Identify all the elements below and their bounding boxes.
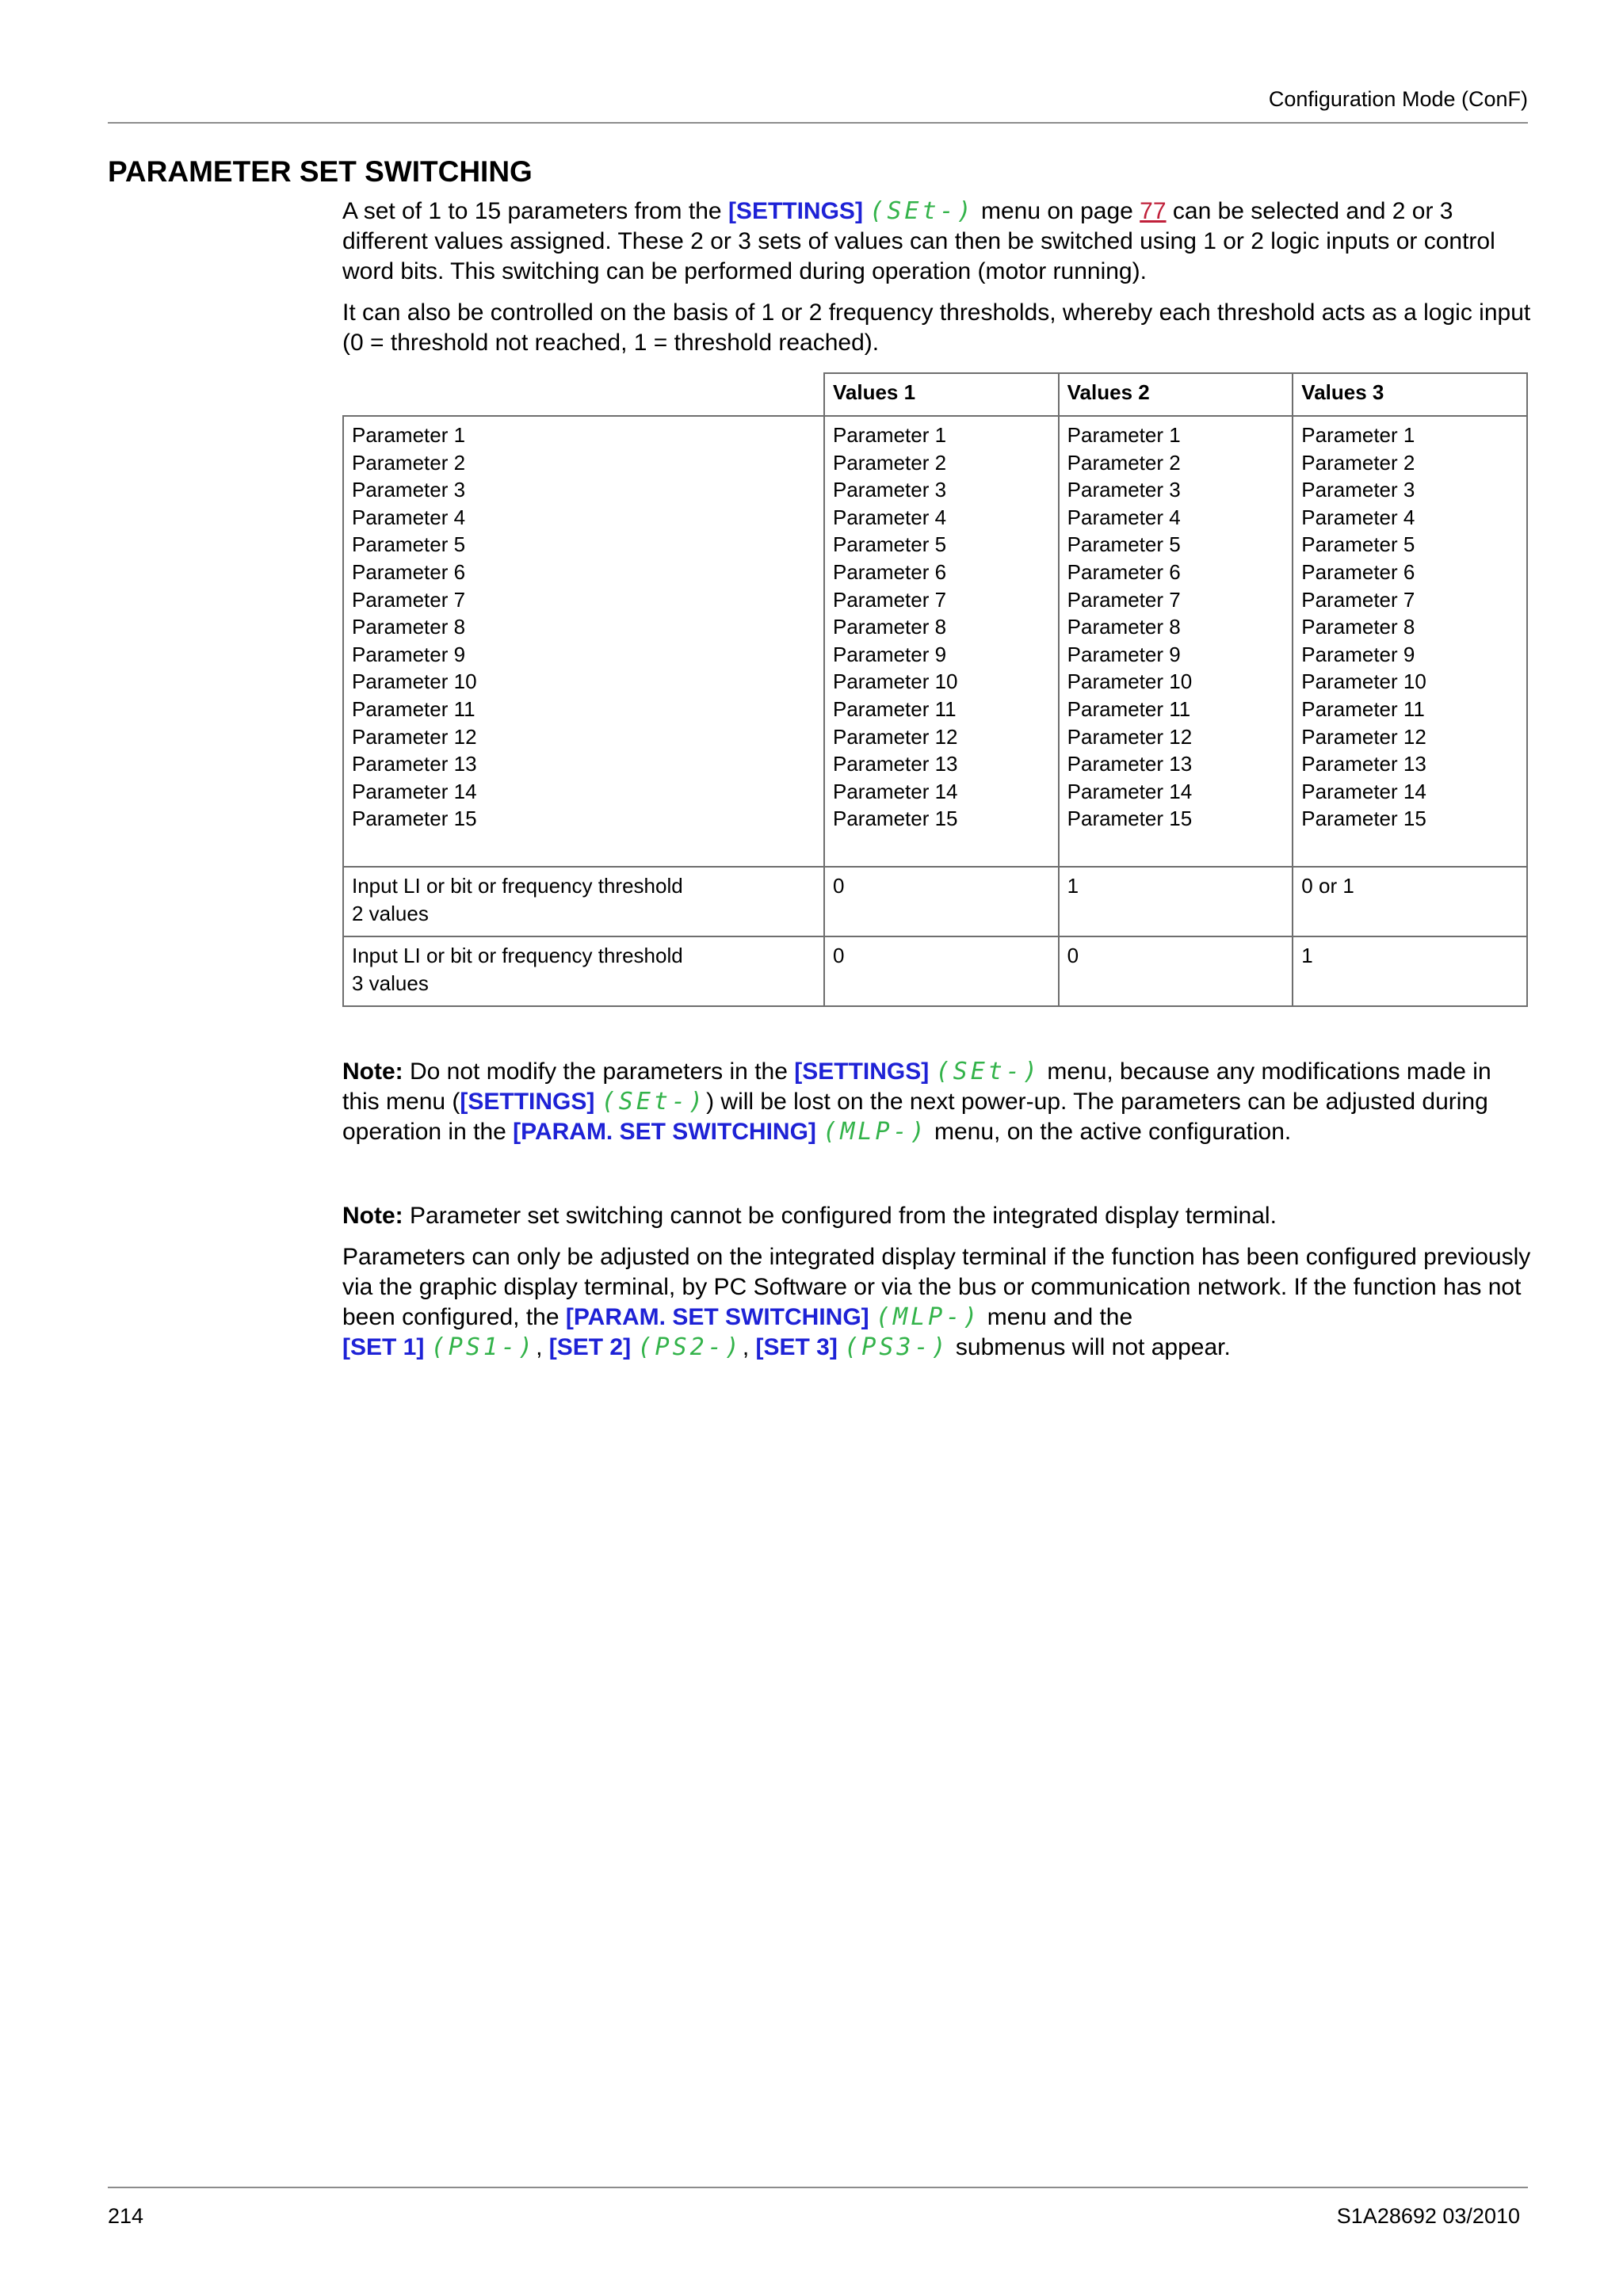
- settings-menu-ref: [SETTINGS]: [794, 1058, 930, 1085]
- parameter-item: Parameter 10: [352, 669, 477, 694]
- table-row-parameters: [343, 416, 1527, 867]
- parameter-item: Parameter 4: [352, 505, 466, 529]
- parameter-item: Parameter 13: [352, 752, 477, 776]
- table-cell: 1: [1059, 867, 1293, 936]
- intro-section: [342, 196, 1531, 358]
- parameter-item: Parameter 8: [352, 615, 466, 639]
- parameter-list: [343, 416, 824, 867]
- parameter-list-values-2: [1059, 416, 1293, 867]
- parameter-item: Parameter 14: [1301, 779, 1426, 803]
- parameter-item: Parameter 6: [832, 559, 947, 584]
- parameter-item: Parameter 9: [1067, 642, 1181, 666]
- parameter-item: Parameter 9: [1301, 642, 1415, 666]
- page-title: PARAMETER SET SWITCHING: [108, 155, 533, 188]
- parameter-item: Parameter 4: [832, 505, 947, 529]
- table-cell: 0 or 1: [1293, 867, 1527, 936]
- param-set-switching-code: (MLP-): [823, 1118, 928, 1146]
- parameter-list-values-3: [1293, 416, 1527, 867]
- settings-menu-code: (SEt-): [601, 1088, 707, 1116]
- parameter-item: Parameter 5: [832, 532, 947, 557]
- parameter-item: Parameter 11: [1067, 696, 1191, 721]
- parameter-item: Parameter 13: [1301, 752, 1426, 776]
- table-header-values-3: Values 3: [1293, 373, 1527, 416]
- note-1: [342, 1057, 1531, 1147]
- table-cell: 0: [1059, 936, 1293, 1006]
- parameter-item: Parameter 2: [1067, 450, 1181, 475]
- text: A set of 1 to 15 parameters from the: [342, 198, 722, 224]
- parameter-item: Parameter 1: [1301, 423, 1415, 447]
- table-row: [343, 867, 1527, 936]
- parameter-item: Parameter 2: [1301, 450, 1415, 475]
- set-1-code: (PS1-): [430, 1333, 537, 1361]
- parameter-item: Parameter 8: [1067, 615, 1181, 639]
- table-cell: 0: [824, 936, 1059, 1006]
- threshold-label: [343, 936, 824, 1006]
- settings-menu-code: (SEt-): [935, 1058, 1041, 1085]
- parameter-item: Parameter 14: [352, 779, 477, 803]
- text: Parameter set switching cannot be configured from the integrated display terminal.: [410, 1203, 1277, 1229]
- table-row: [343, 936, 1527, 1006]
- table-cell: 0: [824, 867, 1059, 936]
- parameter-item: Parameter 10: [1301, 669, 1426, 694]
- threshold-label: [343, 867, 824, 936]
- parameter-item: Parameter 7: [352, 587, 466, 612]
- parameter-item: Parameter 8: [1301, 615, 1415, 639]
- parameter-item: Parameter 13: [1067, 752, 1193, 776]
- parameter-item: Parameter 15: [1067, 807, 1193, 831]
- parameter-item: Parameter 6: [1067, 559, 1181, 584]
- footer-rule: [108, 2187, 1528, 2188]
- set-2-code: (PS2-): [637, 1333, 743, 1361]
- parameter-item: Parameter 13: [832, 752, 958, 776]
- table-header-values-1: Values 1: [824, 373, 1059, 416]
- text: can be selected and 2 or 3 different values assigned. These 2 or 3 sets of values can then be switched using 1 or 2 logic inputs or control word bits. This switching can be performed during operation (motor running).: [342, 198, 1495, 284]
- set-2-ref: [SET 2]: [548, 1334, 632, 1360]
- threshold-label-line-1: Input LI or bit or frequency threshold: [352, 943, 683, 967]
- parameter-item: Parameter 1: [1067, 423, 1181, 447]
- parameter-item: Parameter 14: [832, 779, 958, 803]
- intro-paragraph-1: [342, 196, 1531, 287]
- page-number: 214: [108, 2204, 144, 2228]
- parameter-item: Parameter 12: [352, 724, 477, 749]
- settings-menu-ref: [SETTINGS]: [460, 1089, 595, 1115]
- parameter-values-table: [342, 372, 1528, 1007]
- parameter-item: Parameter 14: [1067, 779, 1193, 803]
- parameter-item: Parameter 11: [352, 696, 475, 721]
- table-header-values-2: Values 2: [1059, 373, 1293, 416]
- text: ) will be lost on the next power-up. The parameters can be adjusted during operation in the: [342, 1089, 1488, 1145]
- note-label: Note:: [342, 1058, 403, 1085]
- parameter-item: Parameter 12: [1301, 724, 1426, 749]
- set-3-ref: [SET 3]: [755, 1334, 838, 1360]
- settings-menu-ref: [SETTINGS]: [727, 198, 863, 224]
- parameter-item: Parameter 11: [1301, 696, 1425, 721]
- header-rule: [108, 122, 1528, 124]
- parameter-item: Parameter 2: [352, 450, 466, 475]
- settings-menu-code: (SEt-): [869, 197, 975, 225]
- parameter-item: Parameter 7: [1301, 587, 1415, 612]
- parameter-item: Parameter 15: [352, 807, 477, 831]
- parameter-item: Parameter 6: [1301, 559, 1415, 584]
- table-header-empty: [343, 373, 824, 416]
- text: Do not modify the parameters in the: [410, 1058, 788, 1085]
- text: submenus will not appear.: [955, 1334, 1231, 1360]
- final-paragraph: Parameters can only be adjusted on the integrated display terminal if the function has been configured previously via the graphic display terminal, by PC Software or via the bus or communication network. If the function has not been configured, the [PARAM. SET SWITCHING] (MLP-) menu and the [SET 1] (PS1-), [SET 2] (PS2-), [SET 3] (PS3-) submenus will not appear.: [342, 1244, 1531, 1361]
- parameter-item: Parameter 5: [352, 532, 466, 557]
- set-1-ref: [SET 1]: [342, 1334, 425, 1360]
- text: menu on page: [981, 198, 1133, 224]
- intro-paragraph-2: It can also be controlled on the basis of 1 or 2 frequency thresholds, whereby each threshold acts as a logic input (0 = threshold not reached, 1 = threshold reached).: [342, 299, 1531, 356]
- parameter-item: Parameter 5: [1067, 532, 1181, 557]
- parameter-item: Parameter 15: [1301, 807, 1426, 831]
- table-cell: 1: [1293, 936, 1527, 1006]
- parameter-list-values-1: [824, 416, 1059, 867]
- page-link[interactable]: 77: [1140, 198, 1167, 224]
- parameter-item: Parameter 5: [1301, 532, 1415, 557]
- parameter-item: Parameter 3: [1301, 478, 1415, 502]
- text: Parameters can only be adjusted on the integrated display terminal if the function has been configured previously via the graphic display terminal, by PC Software or via the bus or communication network. If the function has not been configured, the: [342, 1244, 1531, 1330]
- parameter-item: Parameter 12: [1067, 724, 1193, 749]
- table-header-row: [343, 373, 1527, 416]
- parameter-item: Parameter 7: [1067, 587, 1181, 612]
- parameter-item: Parameter 11: [832, 696, 957, 721]
- threshold-label-line-2: 3 values: [352, 971, 429, 995]
- param-set-switching-ref: [PARAM. SET SWITCHING]: [565, 1304, 869, 1330]
- text: menu and the: [987, 1304, 1133, 1330]
- parameter-item: Parameter 10: [1067, 669, 1193, 694]
- parameter-item: Parameter 15: [832, 807, 958, 831]
- parameter-item: Parameter 10: [832, 669, 958, 694]
- threshold-label-line-1: Input LI or bit or frequency threshold: [352, 873, 683, 898]
- threshold-label-line-2: 2 values: [352, 901, 429, 925]
- parameter-item: Parameter 8: [832, 615, 947, 639]
- parameter-item: Parameter 9: [352, 642, 466, 666]
- parameter-item: Parameter 7: [832, 587, 947, 612]
- parameter-item: Parameter 6: [352, 559, 466, 584]
- set-3-code: (PS3-): [844, 1333, 949, 1361]
- parameter-item: Parameter 1: [832, 423, 947, 447]
- parameter-item: Parameter 3: [1067, 478, 1181, 502]
- note-2: [342, 1201, 1531, 1231]
- parameter-item: Parameter 4: [1067, 505, 1181, 529]
- param-set-switching-code: (MLP-): [875, 1303, 981, 1331]
- document-reference: S1A28692 03/2010: [1336, 2204, 1520, 2228]
- parameter-item: Parameter 1: [352, 423, 466, 447]
- text: menu, because any modifications made in this menu (: [342, 1058, 1491, 1115]
- parameter-item: Parameter 3: [352, 478, 466, 502]
- parameter-item: Parameter 2: [832, 450, 947, 475]
- parameter-item: Parameter 3: [832, 478, 947, 502]
- header-section-title: Configuration Mode (ConF): [1268, 87, 1528, 111]
- parameter-item: Parameter 12: [832, 724, 958, 749]
- param-set-switching-ref: [PARAM. SET SWITCHING]: [513, 1119, 816, 1145]
- text: menu, on the active configuration.: [934, 1119, 1292, 1145]
- parameter-item: Parameter 9: [832, 642, 947, 666]
- note-label: Note:: [342, 1203, 403, 1229]
- parameter-item: Parameter 4: [1301, 505, 1415, 529]
